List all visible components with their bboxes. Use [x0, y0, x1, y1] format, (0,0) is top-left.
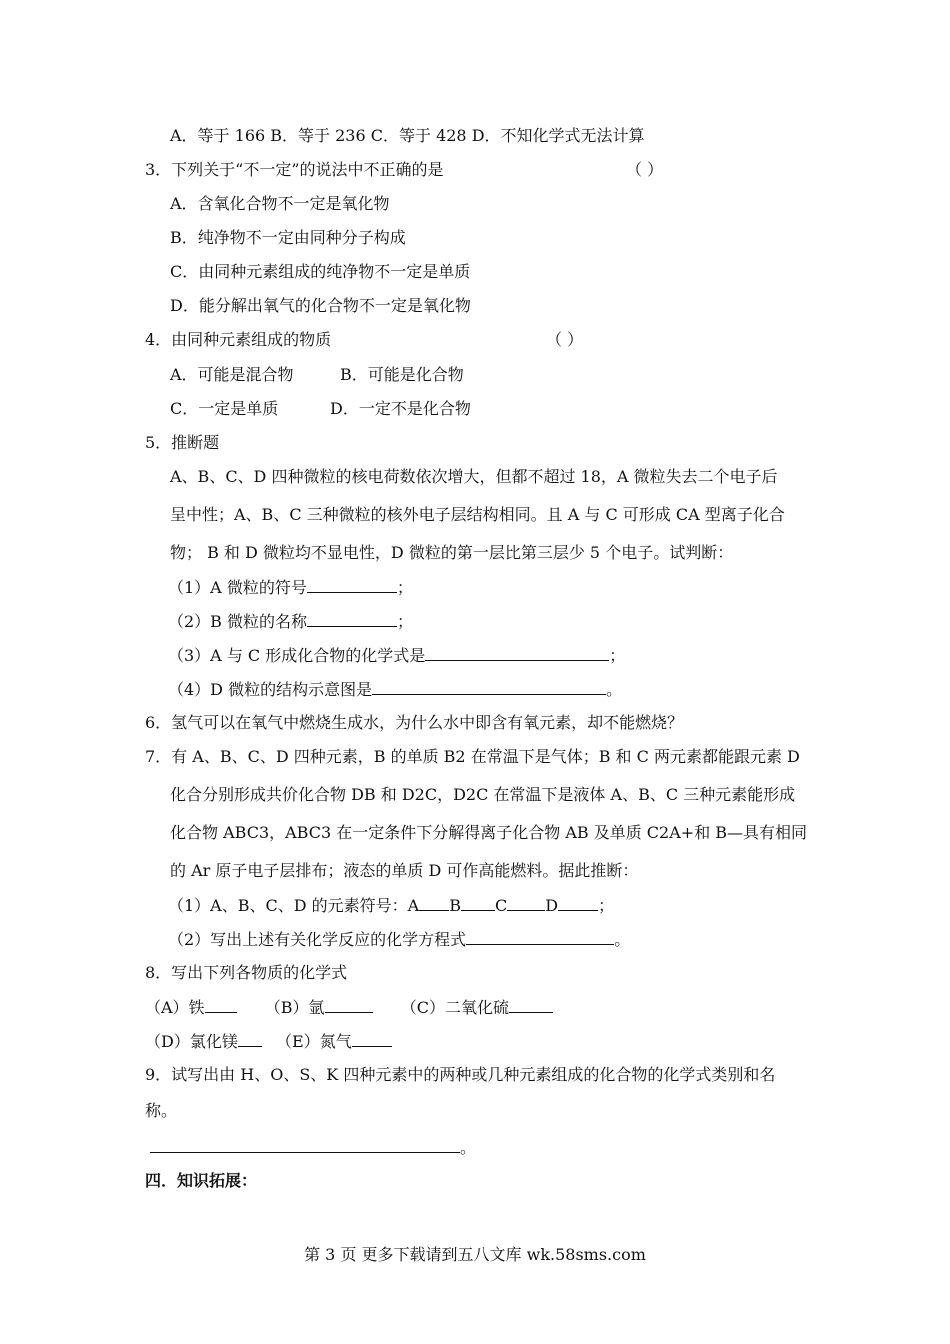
q7-line-4: 的 Ar 原子电子层排布；液态的单质 D 可作高能燃料。据此推断：: [170, 861, 639, 880]
q4-stem: 4．由同种元素组成的物质: [145, 330, 332, 349]
q5-paragraph-line-1: A、B、C、D 四种微粒的核电荷数依次增大，但都不超过 18，A 微粒失去二个电子后: [170, 467, 778, 486]
q7-sub-2: （2）写出上述有关化学反应的化学方程式 。: [168, 930, 631, 949]
q2-options: A．等于 166 B．等于 236 C．等于 428 D．不知化学式无法计算: [170, 126, 645, 145]
q5-sub-3-label: （3）A 与 C 形成化合物的化学式是: [168, 646, 426, 665]
q5-sub-3: （3）A 与 C 形成化合物的化学式是 ；: [168, 646, 626, 665]
q5-paragraph-line-3: 物； B 和 D 微粒均不显电性，D 微粒的第一层比第三层少 5 个电子。试判断：: [170, 543, 734, 562]
answer-blank[interactable]: [150, 1137, 460, 1153]
q7-line-1: 7．有 A、B、C、D 四种元素，B 的单质 B2 在常温下是气体；B 和 C 两元素都能跟元素 D: [145, 747, 800, 766]
q9-line-1: 9．试写出由 H、O、S、K 四种元素中的两种或几种元素组成的化合物的化学式类别和名: [145, 1065, 776, 1084]
answer-blank[interactable]: [419, 895, 449, 911]
q3-stem: 3．下列关于“不一定”的说法中不正确的是: [145, 160, 444, 179]
q4-option-d: D．一定不是化合物: [330, 399, 471, 418]
q5-sub-4: （4）D 微粒的结构示意图是 。: [168, 680, 623, 699]
q8-stem: 8．写出下列各物质的化学式: [145, 963, 348, 982]
answer-blank[interactable]: [307, 577, 397, 593]
q5-sub-2: （2）B 微粒的名称 ；: [168, 612, 414, 631]
q4-answer-paren: （ ）: [546, 330, 584, 349]
q3-option-a: A．含氧化合物不一定是氧化物: [170, 194, 390, 213]
answer-blank[interactable]: [325, 997, 373, 1013]
q5-sub-1-label: （1）A 微粒的符号: [168, 578, 307, 597]
answer-blank[interactable]: [509, 997, 553, 1013]
q3-answer-paren: （ ）: [626, 160, 664, 179]
q3-option-d: D．能分解出氧气的化合物不一定是氧化物: [170, 296, 471, 315]
q7-line-3: 化合物 ABC3，ABC3 在一定条件下分解得离子化合物 AB 及单质 C2A+和 B—具有相同: [170, 823, 808, 842]
q5-sub-2-label: （2）B 微粒的名称: [168, 612, 308, 631]
answer-blank[interactable]: [558, 895, 598, 911]
answer-blank[interactable]: [238, 1031, 262, 1047]
answer-blank[interactable]: [461, 895, 495, 911]
q3-option-b: B．纯净物不一定由同种分子构成: [170, 228, 406, 247]
answer-blank[interactable]: [307, 611, 397, 627]
answer-blank[interactable]: [372, 679, 606, 695]
answer-blank[interactable]: [466, 929, 614, 945]
answer-blank[interactable]: [425, 645, 609, 661]
q8-row-2: （D）氯化镁 （E）氮气: [145, 1031, 392, 1052]
q5-sub-1: （1）A 微粒的符号 ；: [168, 578, 413, 597]
q4-option-b: B．可能是化合物: [340, 365, 464, 384]
q7-sub-1: （1）A、B、C、D 的元素符号：A B C D ；: [168, 896, 615, 915]
q4-option-c: C．一定是单质: [170, 399, 279, 418]
section-4-heading: 四．知识拓展：: [145, 1171, 258, 1190]
answer-blank[interactable]: [205, 997, 237, 1013]
answer-blank[interactable]: [352, 1031, 392, 1047]
q5-sub-4-label: （4）D 微粒的结构示意图是: [168, 680, 373, 699]
q4-option-a: A．可能是混合物: [170, 365, 294, 384]
page-footer: 第 3 页 更多下载请到五八文库 wk.58sms.com: [304, 1245, 646, 1264]
q7-line-2: 化合分别形成共价化合物 DB 和 D2C，D2C 在常温下是液体 A、B、C 三种元素能形成: [170, 785, 796, 804]
q5-stem: 5．推断题: [145, 433, 220, 452]
q9-answer: 。: [150, 1137, 476, 1158]
q8-row-1: （A）铁 （B）氩 （C）二氧化硫: [145, 997, 553, 1018]
q6-text: 6．氢气可以在氧气中燃烧生成水，为什么水中即含有氧元素，却不能燃烧？: [145, 713, 684, 732]
q9-line-2: 称。: [145, 1101, 178, 1120]
q5-paragraph-line-2: 呈中性；A、B、C 三种微粒的核外电子层结构相同。且 A 与 C 可形成 CA 型离子化合: [170, 505, 785, 524]
q3-option-c: C．由同种元素组成的纯净物不一定是单质: [170, 262, 471, 281]
answer-blank[interactable]: [507, 895, 545, 911]
